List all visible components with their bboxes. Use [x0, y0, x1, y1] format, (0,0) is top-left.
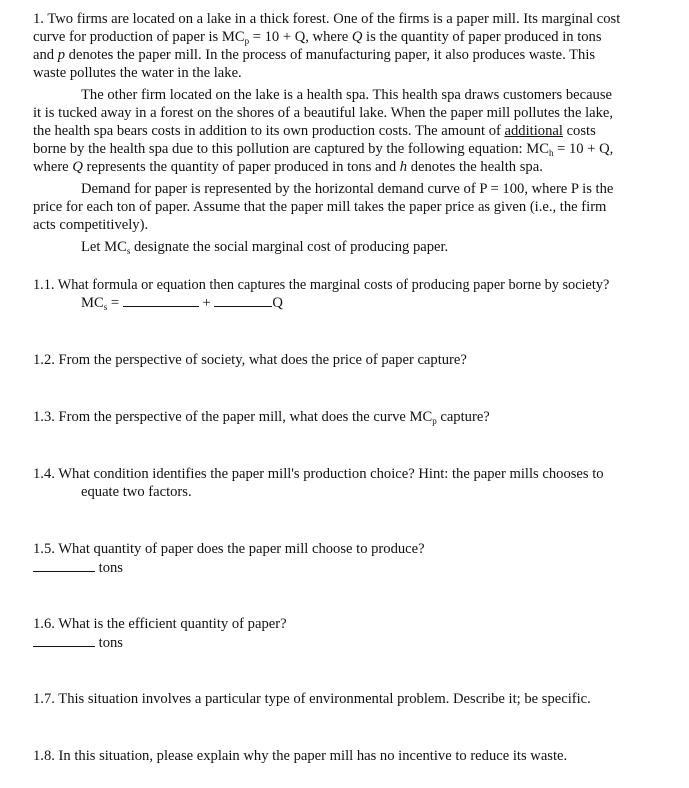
- question-1-1-equation: $MC_s$ = + Q: [81, 295, 283, 312]
- question-1-5: 1.5. What quantity of paper does the paper mill choose to produce?: [33, 541, 425, 557]
- question-1-1: 1.1. What formula or equation then captures the marginal costs of producing paper borne by society?: [33, 277, 610, 293]
- additional-underlined: additional: [504, 123, 563, 139]
- question-1-3: 1.3. From the perspective of the paper mill, what does the curve $MC_p$ capture?: [33, 409, 490, 426]
- question-1-2: 1.2. From the perspective of society, what does the price of paper capture?: [33, 352, 467, 368]
- question-1-4-cont: equate two factors.: [81, 484, 192, 500]
- spa-line-5: where Q represents the quantity of paper produced in tons and h denotes the health spa.: [33, 159, 543, 175]
- intro-line-3: and p denotes the paper mill. In the process of manufacturing paper, it also produces waste. This: [33, 47, 596, 63]
- intro-line-2: curve for production of paper is $MC_p = 10 + Q$, where Q is the quantity of paper produced in tons: [33, 29, 602, 46]
- intro-line-1: 1. Two firms are located on a lake in a thick forest. One of the firms is a paper mill. Its marginal cost: [33, 11, 621, 27]
- spa-line-3: the health spa bears costs in addition to its own production costs. The amount of additional costs: [33, 123, 596, 139]
- question-1-6-answer: tons: [33, 634, 123, 652]
- question-1-6: 1.6. What is the efficient quantity of paper?: [33, 616, 287, 632]
- question-1-4: 1.4. What condition identifies the paper mill's production choice? Hint: the paper mills chooses to: [33, 466, 604, 482]
- answer-blank-mill-quantity[interactable]: [33, 559, 95, 572]
- answer-blank-coefficient[interactable]: [214, 294, 272, 307]
- social-mc-line: Let $MC_s$ designate the social marginal cost of producing paper.: [81, 239, 449, 256]
- answer-blank-efficient-quantity[interactable]: [33, 634, 95, 647]
- answer-blank-constant[interactable]: [123, 294, 199, 307]
- spa-line-4: borne by the health spa due to this pollution are captured by the following equation: $MC_h = 10 + Q$,: [33, 141, 614, 158]
- demand-line-2: price for each ton of paper. Assume that the paper mill takes the paper price as given (i.e., the firm: [33, 199, 607, 215]
- spa-line-2: it is tucked away in a forest on the shores of a beautiful lake. When the paper mill pollutes the lake,: [33, 105, 614, 121]
- demand-line-3: acts competitively).: [33, 217, 149, 233]
- spa-line-1: The other firm located on the lake is a health spa. This health spa draws customers because: [81, 87, 613, 103]
- question-1-7: 1.7. This situation involves a particular type of environmental problem. Describe it; be specific.: [33, 691, 591, 707]
- demand-line-1: Demand for paper is represented by the horizontal demand curve of P = 100, where P is the: [81, 181, 614, 197]
- question-1-8: 1.8. In this situation, please explain why the paper mill has no incentive to reduce its waste.: [33, 748, 568, 764]
- intro-line-4: waste pollutes the water in the lake.: [33, 65, 242, 81]
- question-1-5-answer: tons: [33, 559, 123, 577]
